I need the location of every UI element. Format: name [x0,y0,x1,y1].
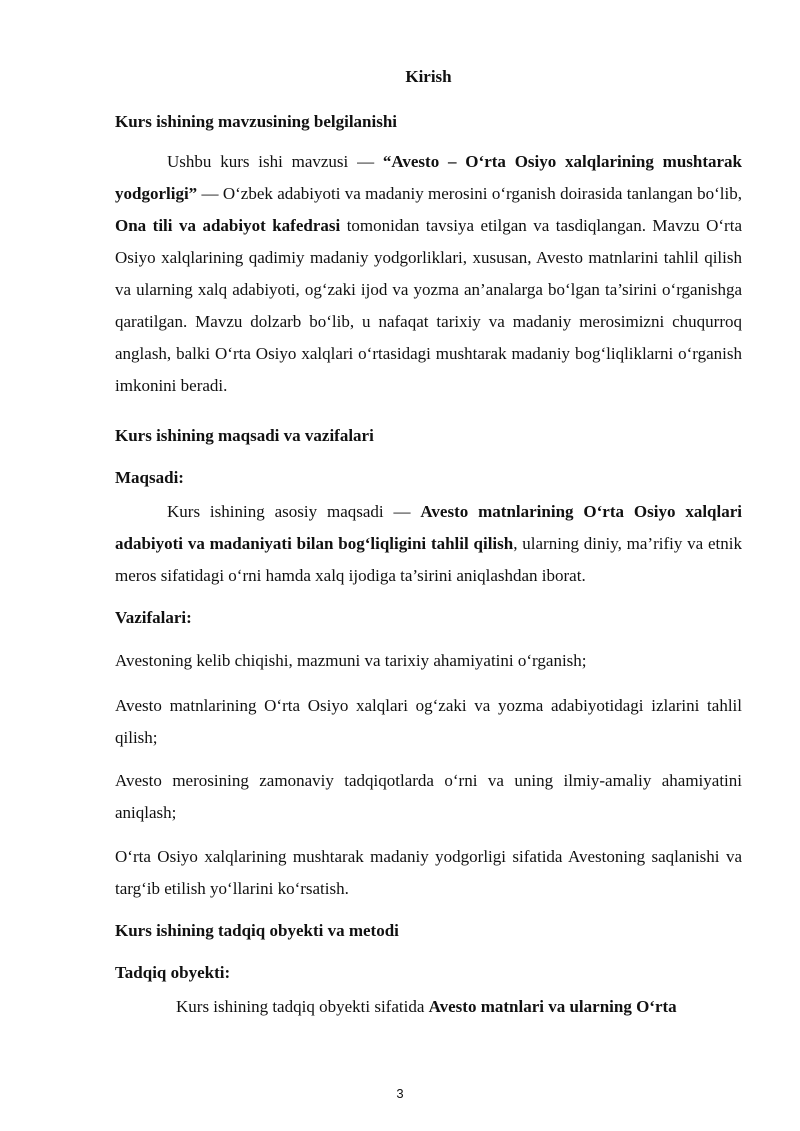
section-heading-topic: Kurs ishining mavzusining belgilanishi [115,112,398,131]
object-text-1: Kurs ishining tadqiq obyekti sifatida [176,997,429,1016]
topic-title-bold: “Avesto – O‘rta Osiyo xalqlarining mushtarak yodgorligi” [115,152,742,203]
goal-text-2: , ularning diniy, ma’rifiy va etnik meros sifatidagi o‘rni hamda xalq ijodiga ta’sirini aniqlashdan iborat. [115,534,742,585]
tasks-heading: Vazifalari: [115,608,192,627]
task-item: Avesto merosining zamonaviy tadqiqotlarda o‘rni va uning ilmiy-amaliy ahamiyatini aniqlash; [115,771,742,822]
object-text-bold: Avesto matnlari va ularning O‘rta [428,997,677,1016]
task-item: Avestoning kelib chiqishi, mazmuni va tarixiy ahamiyatini o‘rganish; [115,651,587,670]
page-title: Kirish [405,67,452,86]
task-item: O‘rta Osiyo xalqlarining mushtarak madaniy yodgorligi sifatida Avestoning saqlanishi va targ‘ib etilish yo‘llarini ko‘rsatish. [115,847,742,898]
page-number: 3 [396,1086,404,1101]
department-name-bold: Ona tili va adabiyot kafedrasi [115,216,341,235]
goal-paragraph [115,496,742,592]
section-heading-goals: Kurs ishining maqsadi va vazifalari [115,426,374,445]
topic-paragraph [115,146,742,402]
goal-heading: Maqsadi: [115,468,184,487]
goal-text-bold: Avesto matnlarining O‘rta Osiyo xalqlari adabiyoti va madaniyati bilan bog‘liqligini tahlil qilish [115,502,742,553]
section-heading-object: Kurs ishining tadqiq obyekti va metodi [115,921,399,940]
topic-text-1: Ushbu kurs ishi mavzusi — [167,152,383,171]
goal-text-1: Kurs ishining asosiy maqsadi — [167,502,421,521]
object-heading: Tadqiq obyekti: [115,963,231,982]
object-paragraph [115,991,742,1023]
task-item: Avesto matnlarining O‘rta Osiyo xalqlari og‘zaki va yozma adabiyotidagi izlarini tahlil qilish; [115,696,742,747]
topic-text-3: tomonidan tavsiya etilgan va tasdiqlangan. Mavzu O‘rta Osiyo xalqlarining qadimiy madaniy yodgorliklari, xususan, Avesto matnlarini tahlil qilish va ularning xalq adabiyoti, og‘zaki ijod va yozma an’analarga bo‘lgan ta’sirini o‘rganishga qaratilgan. Mavzu dolzarb bo‘lib, u nafaqat tarixiy va madaniy merosimizni chuqurroq anglash, balki O‘rta Osiyo xalqlari o‘rtasidagi mushtarak madaniy bog‘liqliklarni o‘rganish imkonini beradi. [115,216,742,395]
topic-text-2: — O‘zbek adabiyoti va madaniy merosini o‘rganish doirasida tanlangan bo‘lib, [197,184,742,203]
